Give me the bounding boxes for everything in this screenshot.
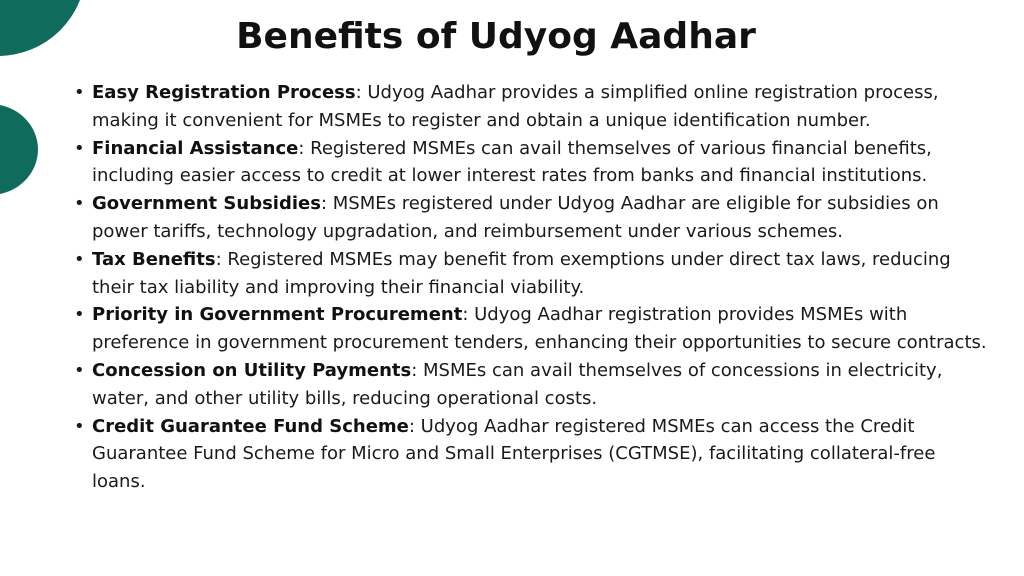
- list-item-credit-guarantee: [74, 413, 992, 496]
- benefit-name: Tax Benefits: [92, 248, 216, 270]
- list-item-utility-concession: [74, 357, 992, 413]
- benefit-description: : MSMEs can avail themselves of concessions in electricity, water, and other utility bills, reducing operational costs.: [92, 359, 943, 409]
- bullet-icon: •: [74, 137, 85, 159]
- bullet-icon: •: [74, 193, 85, 215]
- bullet-icon: •: [74, 248, 85, 270]
- bullet-icon: •: [74, 415, 85, 437]
- list-item-government-subsidies: [74, 190, 992, 246]
- page-title: Benefits of Udyog Aadhar: [236, 16, 756, 57]
- decorative-circle-left: [0, 104, 38, 195]
- benefit-description: : Udyog Aadhar registration provides MSMEs with preference in government procurement tenders, enhancing their opportunities to secure contracts.: [92, 304, 987, 354]
- benefit-name: Credit Guarantee Fund Scheme: [92, 415, 409, 437]
- benefit-name: Concession on Utility Payments: [92, 359, 412, 381]
- bullet-icon: •: [74, 82, 85, 103]
- benefit-description: : Registered MSMEs may benefit from exemptions under direct tax laws, reducing their tax liability and improving their financial viability.: [92, 248, 951, 298]
- list-item-priority-procurement: [74, 301, 992, 357]
- benefit-description: : Registered MSMEs can avail themselves of various financial benefits, including easier access to credit at lower interest rates from banks and financial institutions.: [92, 137, 932, 187]
- benefit-description: : MSMEs registered under Udyog Aadhar are eligible for subsidies on power tariffs, technology upgradation, and reimbursement under various schemes.: [92, 193, 939, 242]
- list-item-financial-assistance: [74, 135, 992, 191]
- benefit-description: : Udyog Aadhar provides a simplified online registration process, making it convenient for MSMEs to register and obtain a unique identification number.: [92, 82, 939, 131]
- list-item-easy-registration: [74, 79, 992, 135]
- list-item-tax-benefits: [74, 246, 992, 302]
- benefit-name: Financial Assistance: [92, 137, 299, 159]
- benefit-name: Priority in Government Procurement: [92, 304, 463, 326]
- benefits-list: [74, 79, 992, 496]
- benefit-name: Government Subsidies: [92, 193, 321, 215]
- benefit-name: Easy Registration Process: [92, 82, 356, 103]
- bullet-icon: •: [74, 304, 85, 326]
- benefit-description: : Udyog Aadhar registered MSMEs can access the Credit Guarantee Fund Scheme for Micro and Small Enterprises (CGTMSE), facilitating collateral-free loans.: [92, 415, 936, 493]
- bullet-icon: •: [74, 359, 85, 381]
